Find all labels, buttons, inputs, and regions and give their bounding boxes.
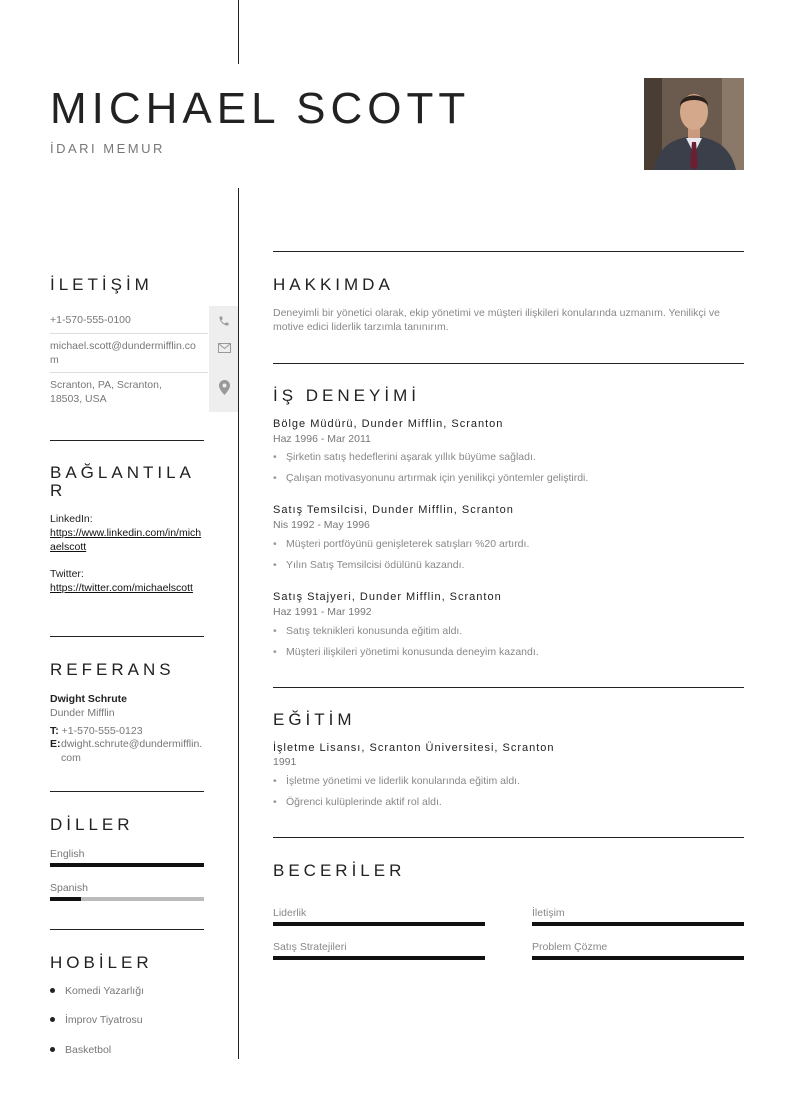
about-heading: HAKKIMDA: [273, 275, 394, 294]
section-divider: [273, 687, 744, 688]
job-dates: Nis 1992 - May 1996: [273, 519, 370, 531]
job-bullet: • Yılın Satış Temsilcisi ödülünü kazandı.: [273, 559, 465, 571]
hobbies-heading: HOBİLER: [50, 953, 153, 972]
top-divider-line: [238, 0, 239, 64]
column-divider-line: [238, 188, 239, 1059]
contact-address: Scranton, PA, Scranton, 18503, USA: [50, 379, 162, 405]
bullet-icon: [50, 1047, 55, 1052]
job-title: Satış Stajyeri, Dunder Mifflin, Scranton: [273, 591, 502, 603]
experience-heading: İŞ DENEYİMİ: [273, 386, 420, 405]
reference-company: Dunder Mifflin: [50, 707, 115, 719]
language-level-bar: [50, 863, 204, 867]
bullet-icon: •: [273, 796, 277, 808]
skill-label: Satış Stratejileri: [273, 941, 347, 953]
education-bullet: • İşletme yönetimi ve liderlik konularında eğitim aldı.: [273, 775, 521, 787]
reference-name: Dwight Schrute: [50, 693, 128, 705]
language-level-fill: [50, 863, 204, 867]
about-text: Deneyimli bir yönetici olarak, ekip yönetimi ve müşteri ilişkileri konularında uzmanım. Yenilikçi ve motive edici liderlik tarzımla tanınırım.: [273, 307, 721, 333]
location-pin-icon: [216, 379, 232, 395]
job-title: Bölge Müdürü, Dunder Mifflin, Scranton: [273, 418, 504, 430]
language-label: Spanish: [50, 882, 88, 894]
skill-label: Problem Çözme: [532, 941, 608, 953]
language-level-bar: [50, 897, 204, 901]
reference-email-row: E: dwight.schrute@dundermifflin.com: [50, 738, 203, 764]
skill-level-bar: [532, 922, 744, 926]
graduation-year: 1991: [273, 756, 297, 768]
skill-level-bar: [273, 922, 485, 926]
bullet-icon: •: [273, 625, 277, 637]
section-divider: [273, 251, 744, 252]
job-bullet: • Müşteri portföyünü genişleterek satışları %20 artırdı.: [273, 538, 530, 550]
bullet-icon: •: [273, 472, 277, 484]
education-bullet: • Öğrenci kulüplerinde aktif rol aldı.: [273, 796, 442, 808]
twitter-link[interactable]: https://twitter.com/michaelscott: [50, 582, 193, 594]
skills-heading: BECERİLER: [273, 861, 406, 880]
linkedin-link[interactable]: https://www.linkedin.com/in/michaelscott: [50, 527, 202, 553]
section-divider: [273, 837, 744, 838]
job-bullet: • Müşteri ilişkileri yönetimi konusunda deneyim kazandı.: [273, 646, 539, 658]
skill-level-fill: [532, 922, 744, 926]
reference-phone-row: T: +1-570-555-0123: [50, 725, 143, 737]
profile-photo: [644, 78, 744, 170]
contact-email: michael.scott@dundermifflin.com: [50, 340, 196, 366]
hobby-item: Basketbol: [50, 1044, 111, 1056]
skill-level-bar: [273, 956, 485, 960]
contact-separator: [50, 333, 208, 334]
languages-heading: DİLLER: [50, 815, 134, 834]
section-divider: [50, 636, 204, 637]
skill-label: İletişim: [532, 907, 565, 919]
bullet-icon: •: [273, 451, 277, 463]
email-icon: [216, 340, 232, 356]
section-divider: [273, 363, 744, 364]
reference-heading: REFERANS: [50, 660, 175, 679]
job-dates: Haz 1991 - Mar 1992: [273, 606, 372, 618]
bullet-icon: [50, 1017, 55, 1022]
contact-phone: +1-570-555-0100: [50, 314, 131, 326]
skill-level-fill: [273, 922, 485, 926]
section-divider: [50, 440, 204, 441]
section-divider: [50, 791, 204, 792]
contact-separator: [50, 372, 208, 373]
bullet-icon: [50, 988, 55, 993]
linkedin-label: LinkedIn:: [50, 513, 93, 525]
hobby-item: Komedi Yazarlığı: [50, 985, 144, 997]
skill-level-fill: [273, 956, 485, 960]
phone-icon: [216, 313, 232, 329]
job-bullet: • Satış teknikleri konusunda eğitim aldı.: [273, 625, 463, 637]
candidate-title: İDARI MEMUR: [50, 141, 165, 156]
degree-title: İşletme Lisansı, Scranton Üniversitesi, Scranton: [273, 742, 555, 754]
job-title: Satış Temsilcisi, Dunder Mifflin, Scranton: [273, 504, 514, 516]
skill-label: Liderlik: [273, 907, 307, 919]
job-bullet: • Şirketin satış hedeflerini aşarak yıllık büyüme sağladı.: [273, 451, 536, 463]
bullet-icon: •: [273, 775, 277, 787]
twitter-label: Twitter:: [50, 568, 84, 580]
links-heading: BAĞLANTILAR: [50, 463, 195, 500]
bullet-icon: •: [273, 538, 277, 550]
education-heading: EĞİTİM: [273, 710, 356, 729]
job-bullet: • Çalışan motivasyonunu artırmak için yenilikçi yöntemler geliştirdi.: [273, 472, 589, 484]
contact-heading: İLETİŞİM: [50, 275, 153, 294]
skill-level-bar: [532, 956, 744, 960]
bullet-icon: •: [273, 559, 277, 571]
job-dates: Haz 1996 - Mar 2011: [273, 433, 371, 445]
skill-level-fill: [532, 956, 744, 960]
language-level-fill: [50, 897, 81, 901]
hobby-item: İmprov Tiyatrosu: [50, 1014, 143, 1026]
language-label: English: [50, 848, 85, 860]
candidate-name: MICHAEL SCOTT: [50, 84, 471, 133]
bullet-icon: •: [273, 646, 277, 658]
section-divider: [50, 929, 204, 930]
